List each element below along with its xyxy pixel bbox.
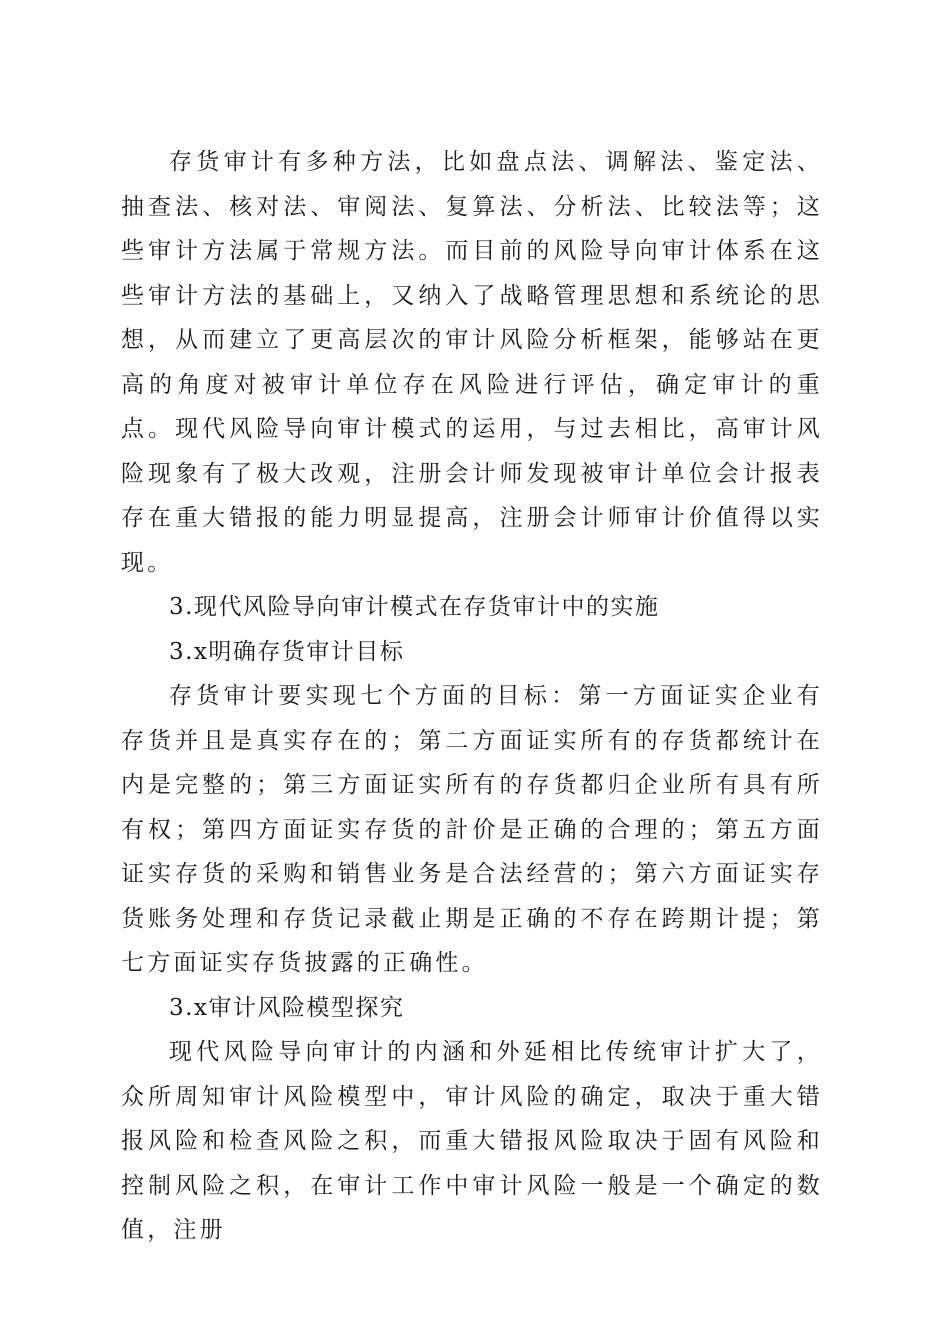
paragraph-risk-model: 现代风险导向审计的内涵和外延相比传统审计扩大了，众所周知审计风险模型中，审计风险的确定，取决于重大错报风险和检查风险之积，而重大错报风险取决于固有风险和控制风险之积，在审计工作中审计风险一般是一个确定的数值，注册 (121, 1039, 823, 1243)
paragraph-audit-objectives: 存货审计要实现七个方面的目标：第一方面证实企业有存货并且是真实存在的；第二方面证实所有的存货都统计在内是完整的；第三方面证实所有的存货都归企业所有具有所有权；第四方面证实存货的計价是正确的合理的；第五方面证实存货的采购和销售业务是合法经营的；第六方面证实存货账务处理和存货记录截止期是正确的不存在跨期计提；第七方面证实存货披露的正确性。 (121, 683, 823, 976)
document-body (121, 140, 823, 1253)
paragraph-audit-methods: 存货审计有多种方法，比如盘点法、调解法、鉴定法、抽查法、核对法、审阅法、复算法、分析法、比较法等；这些审计方法属于常规方法。而目前的风险导向审计体系在这些审计方法的基础上，又纳入了战略管理思想和系统论的思想，从而建立了更高层次的审计风险分析框架，能够站在更高的角度对被审计单位存在风险进行评估，确定审计的重点。现代风险导向审计模式的运用，与过去相比，高审计风险现象有了极大改观，注册会计师发现被审计单位会计报表存在重大错报的能力明显提高，注册会计师审计价值得以实现。 (121, 149, 823, 576)
subsection-heading-audit-objectives: 3.x明确存货审计目标 (169, 638, 405, 665)
section-heading-3: 3.现代风险导向审计模式在存货审计中的实施 (169, 594, 660, 620)
subsection-heading-risk-model: 3.x审计风险模型探究 (169, 994, 405, 1021)
